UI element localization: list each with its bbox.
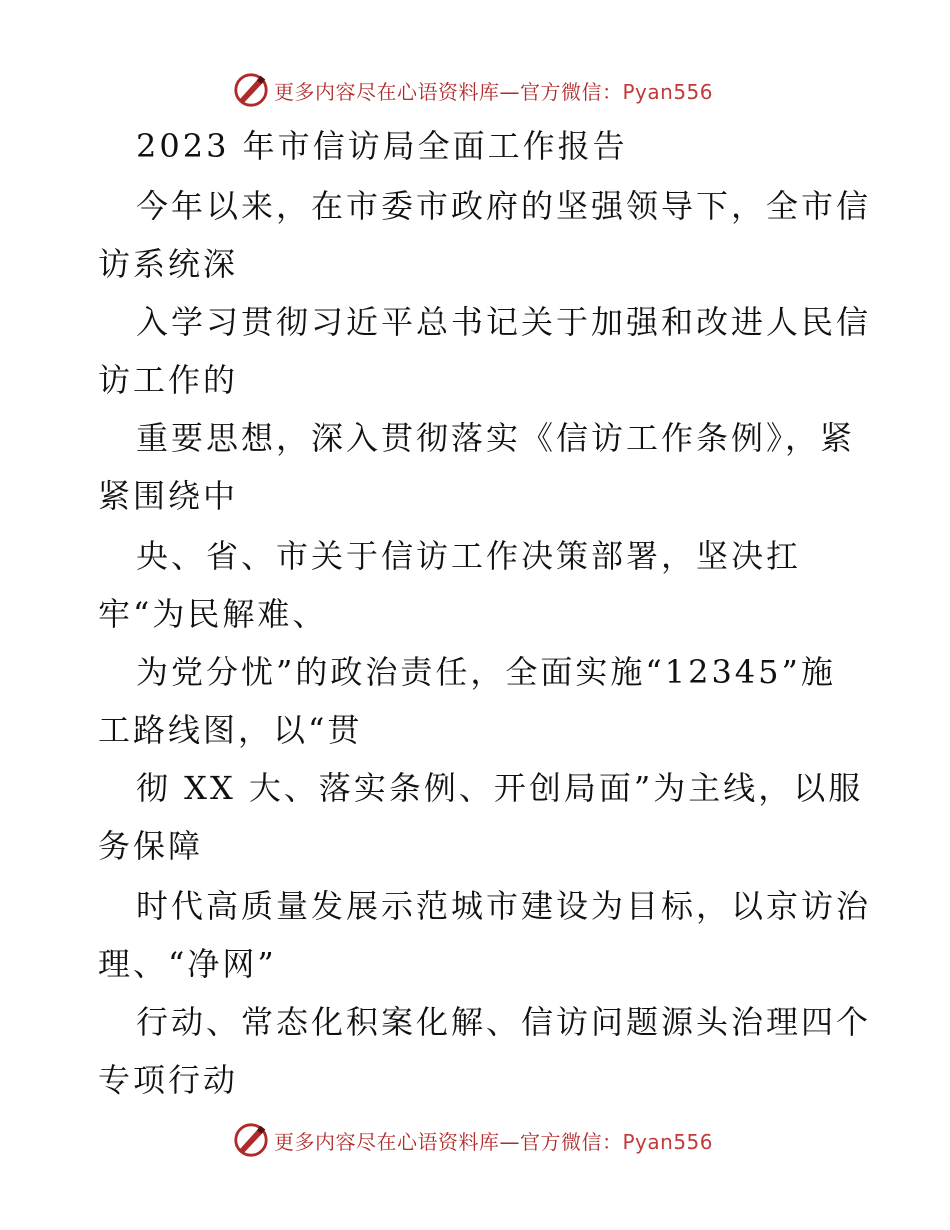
banner-title: 更多内容尽在心语资料库 bbox=[274, 1129, 500, 1154]
paragraph-line: 行动、常态化积案化解、信访问题源头治理四个 bbox=[136, 1003, 872, 1041]
paragraph-line: 紧围绕中 bbox=[98, 477, 239, 515]
banner-wechat-label: 官方微信： bbox=[520, 1129, 623, 1154]
paragraph-line: 为党分忧”的政治责任，全面实施“12345”施 bbox=[136, 653, 836, 691]
paragraph-line: 时代高质量发展示范城市建设为目标，以京访治 bbox=[136, 887, 872, 925]
paragraph-line: 牢“为民解难、 bbox=[98, 595, 328, 633]
banner-wechat-label: 官方微信： bbox=[520, 79, 623, 104]
header-banner bbox=[232, 70, 732, 110]
paragraph-line: 理、“净网” bbox=[98, 945, 277, 983]
paragraph-line: 重要思想，深入贯彻落实《信访工作条例》，紧 bbox=[136, 419, 856, 457]
paragraph-line: 专项行动 bbox=[98, 1061, 239, 1099]
banner-wechat-id: Pyan556 bbox=[622, 1129, 714, 1154]
banner-separator: — bbox=[499, 79, 520, 104]
paragraph-line: 访工作的 bbox=[98, 361, 239, 399]
paragraph-line: 今年以来，在市委市政府的坚强领导下，全市信 bbox=[136, 187, 872, 225]
footer-banner bbox=[232, 1120, 732, 1160]
paragraph-line: 工路线图，以“贯 bbox=[98, 711, 363, 749]
paragraph-line: 访系统深 bbox=[98, 245, 239, 283]
paragraph-line: 央、省、市关于信访工作决策部署，坚决扛 bbox=[136, 537, 802, 575]
pen-logo-icon bbox=[232, 71, 270, 109]
banner-text bbox=[274, 1126, 713, 1155]
banner-wechat-id: Pyan556 bbox=[622, 79, 714, 104]
banner-text bbox=[274, 76, 713, 105]
banner-title: 更多内容尽在心语资料库 bbox=[274, 79, 500, 104]
paragraph-line: 入学习贯彻习近平总书记关于加强和改进人民信 bbox=[136, 303, 872, 341]
banner-separator: — bbox=[499, 1129, 520, 1154]
paragraph-line: 务保障 bbox=[98, 827, 204, 865]
document-title: 2023 年市信访局全面工作报告 bbox=[136, 127, 628, 165]
paragraph-line: 彻 XX 大、落实条例、开创局面”为主线，以服 bbox=[136, 769, 864, 807]
pen-logo-icon bbox=[232, 1121, 270, 1159]
